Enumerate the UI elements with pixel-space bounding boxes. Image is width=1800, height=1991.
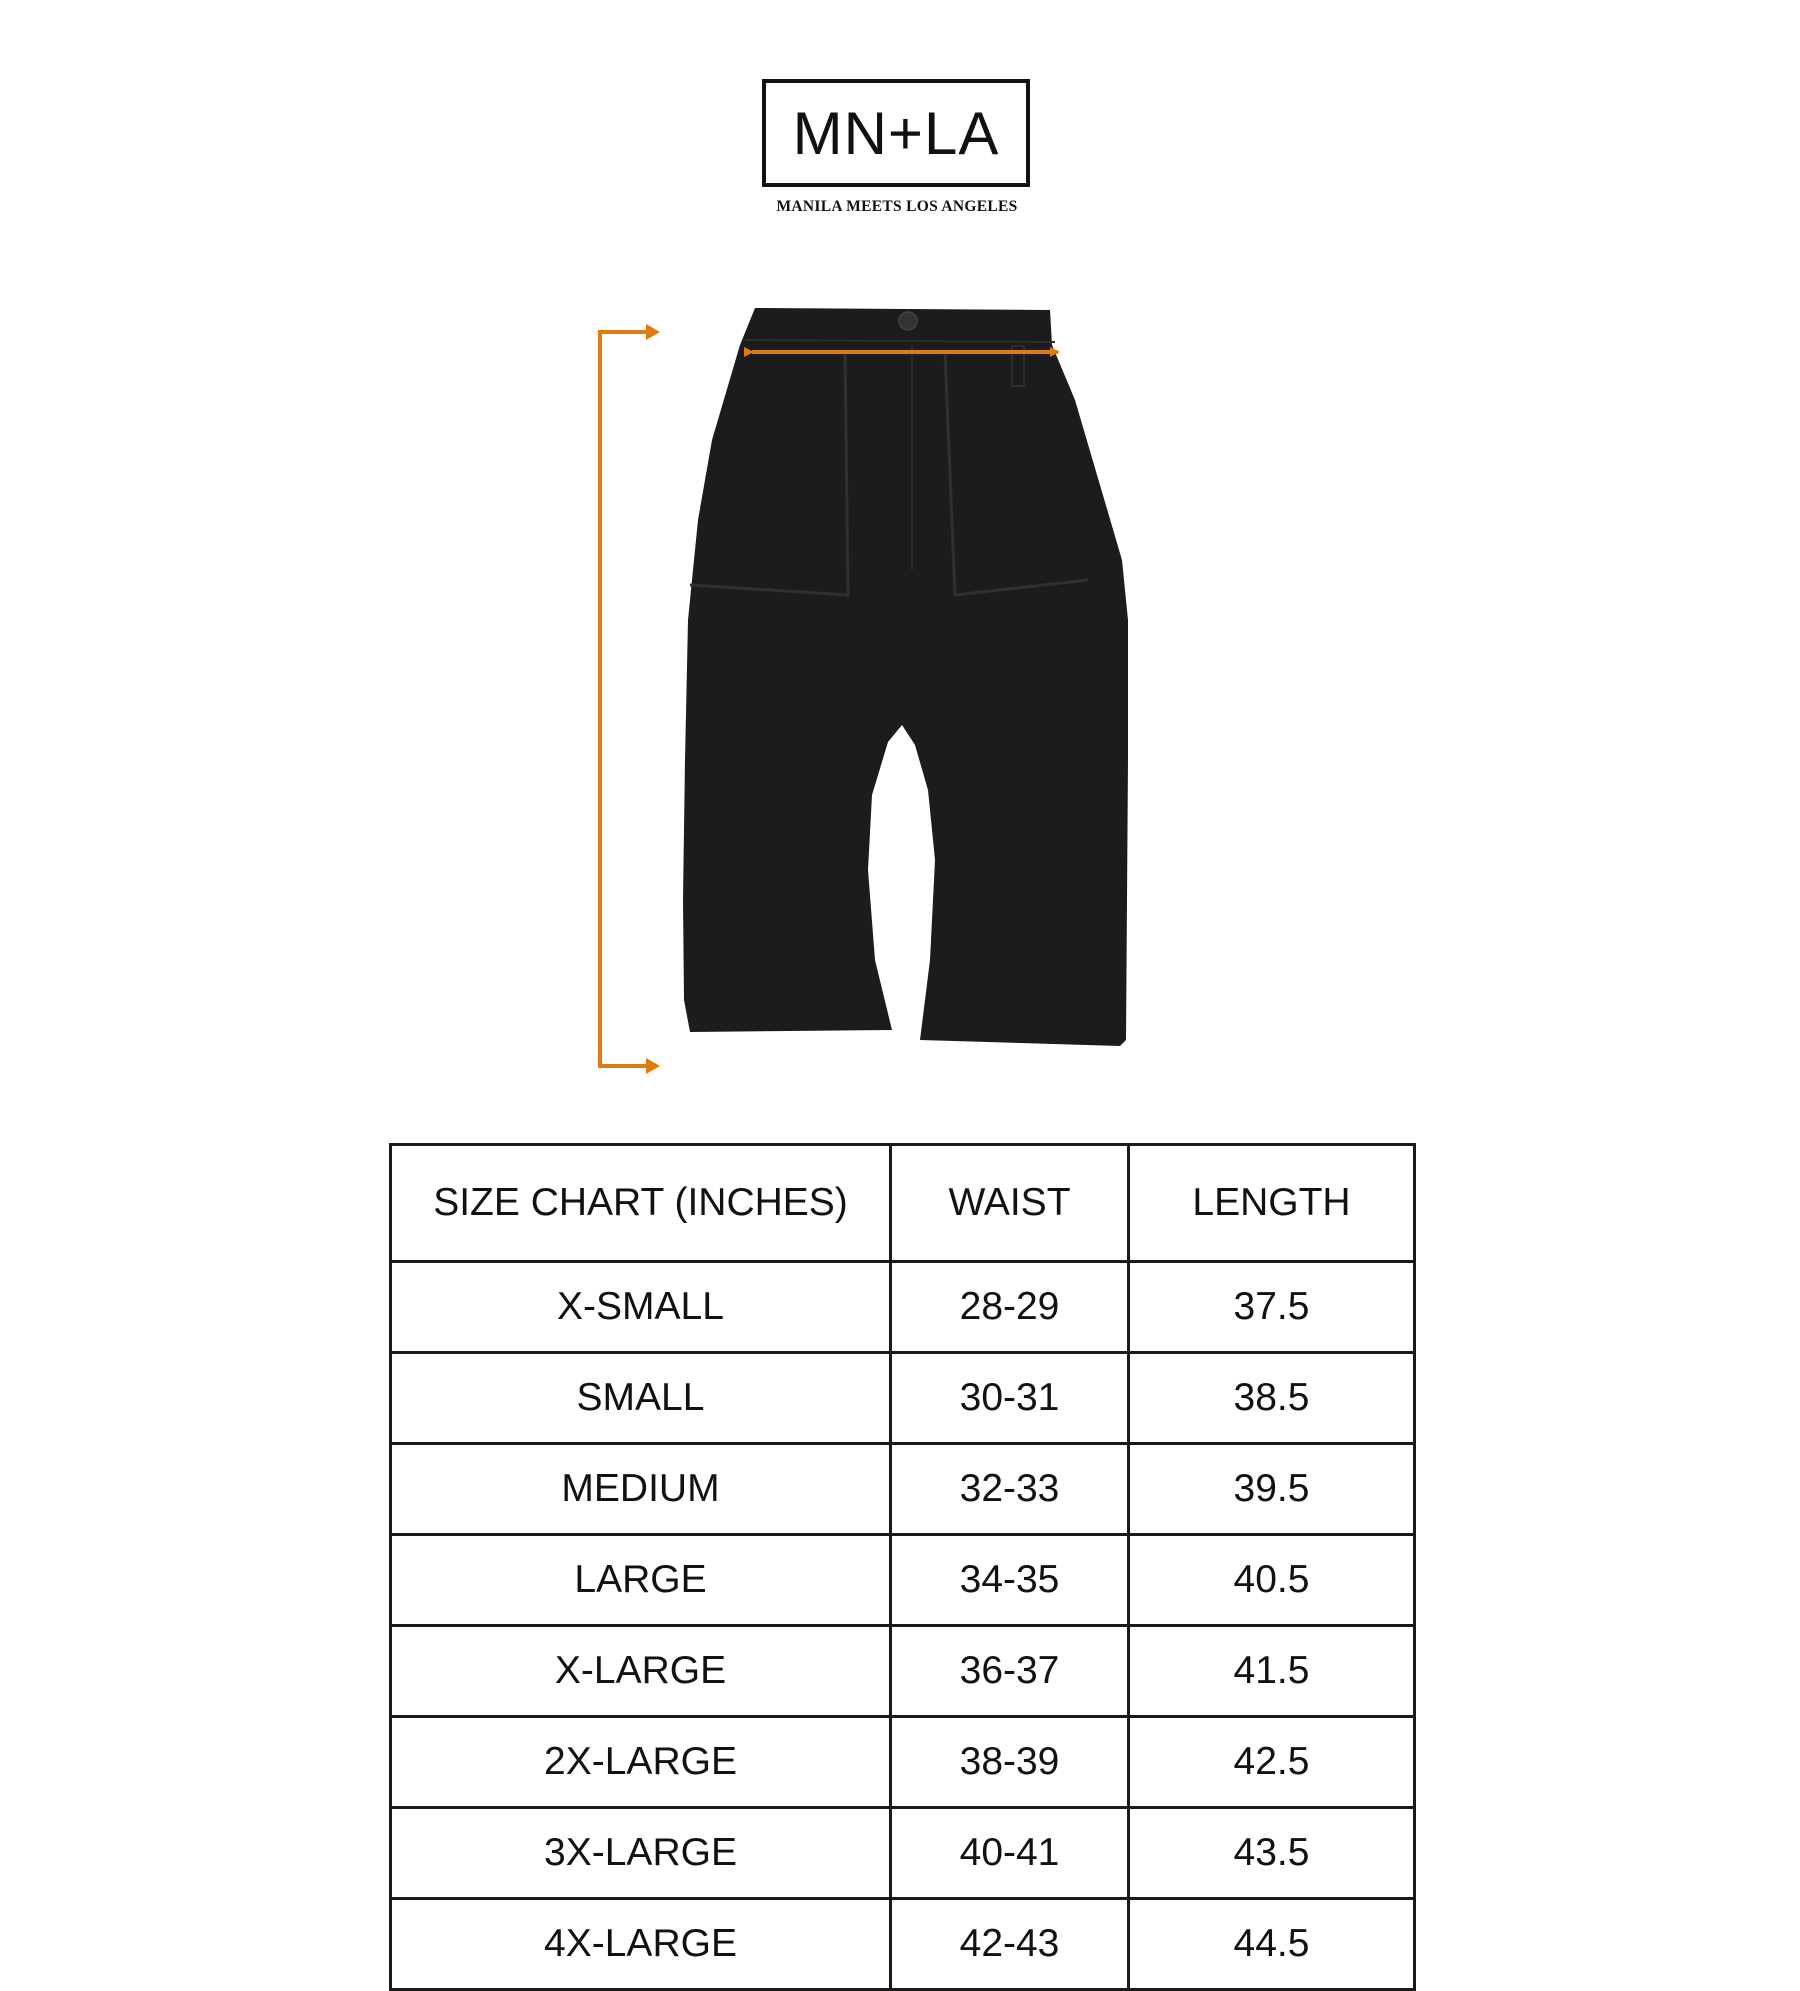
table-row [391,1353,1415,1444]
table-row [391,1535,1415,1626]
size-cell: SMALL [391,1353,891,1444]
table-row [391,1899,1415,1990]
waist-cell: 32-33 [891,1444,1129,1535]
table-row [391,1626,1415,1717]
length-cell: 38.5 [1129,1353,1415,1444]
length-cell: 39.5 [1129,1444,1415,1535]
size-cell: X-LARGE [391,1626,891,1717]
waist-cell: 28-29 [891,1262,1129,1353]
brand-tagline: MANILA MEETS LOS ANGELES [776,198,1018,215]
size-cell: LARGE [391,1535,891,1626]
length-cell: 37.5 [1129,1262,1415,1353]
size-cell: X-SMALL [391,1262,891,1353]
waist-cell: 30-31 [891,1353,1129,1444]
header-size: SIZE CHART (INCHES) [391,1145,891,1262]
size-chart-table [389,1143,1416,1991]
size-cell: MEDIUM [391,1444,891,1535]
header-length: LENGTH [1129,1145,1415,1262]
length-cell: 41.5 [1129,1626,1415,1717]
waist-cell: 34-35 [891,1535,1129,1626]
pants-image [683,308,1128,1046]
size-cell: 2X-LARGE [391,1717,891,1808]
table-row [391,1444,1415,1535]
table-header-row [391,1145,1415,1262]
size-cell: 4X-LARGE [391,1899,891,1990]
header-waist: WAIST [891,1145,1129,1262]
waist-cell: 42-43 [891,1899,1129,1990]
table-row [391,1808,1415,1899]
length-cell: 43.5 [1129,1808,1415,1899]
table-row [391,1717,1415,1808]
waist-cell: 36-37 [891,1626,1129,1717]
logo-text: MN+LA [792,99,1000,167]
pants-button [899,312,917,330]
waist-cell: 40-41 [891,1808,1129,1899]
size-cell: 3X-LARGE [391,1808,891,1899]
length-cell: 44.5 [1129,1899,1415,1990]
length-measure-bracket [600,332,648,1066]
length-cell: 40.5 [1129,1535,1415,1626]
length-cell: 42.5 [1129,1717,1415,1808]
table-row [391,1262,1415,1353]
waist-cell: 38-39 [891,1717,1129,1808]
